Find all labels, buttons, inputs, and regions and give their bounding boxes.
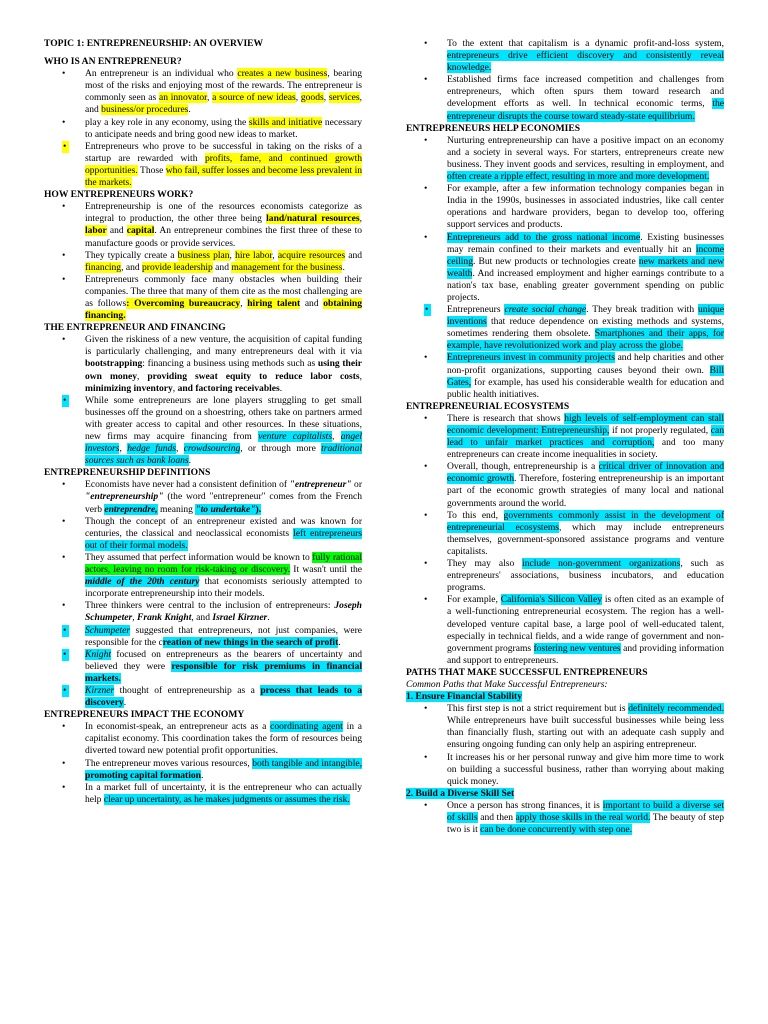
list-item: • Entrepreneurs who prove to be successful in taking on the risks of a startup are rewarded with profits, fame, and continued growth opportunities. Those who fail, suffer losses and become less prevalent in the markets. <box>44 141 362 189</box>
document-title: TOPIC 1: ENTREPRENEURSHIP: AN OVERVIEW <box>44 38 264 49</box>
list-item: • Overall, though, entrepreneurship is a critical driver of innovation and economic growth. Therefore, fostering entrepreneurship is an important part of the economic growth strategies of many local and national governments around the world. <box>406 461 724 509</box>
list-how <box>44 201 362 322</box>
list-who <box>44 68 362 189</box>
list-path-2 <box>406 800 724 836</box>
list-item: • An entrepreneur is an individual who creates a new business, bearing most of the risks and enjoying most of the rewards. The entrepreneur is commonly seen as an innovator, a source of new ideas, goods, services, and business/or procedures. <box>44 68 362 116</box>
list-item: • Entrepreneurship is one of the resources economists categorize as integral to production, the other three being land/natural resources, labor and capital. An entrepreneur combines the first three of these to manufacture goods or provide services. <box>44 201 362 249</box>
list-item: • For example, after a few information technology companies began in India in the 1990s, businesses in associated industries, like call center operations and hardware providers, began to develop too, offering support services and products. <box>406 183 724 231</box>
list-item: • Entrepreneurs create social change. They break tradition with unique inventions that reduce dependence on existing methods and systems, sometimes rendering them obsolete. Smartphones and their apps, for example, have revolutionized work and play across the globe. <box>406 304 724 352</box>
path-2-title: 2. Build a Diverse Skill Set <box>406 787 515 799</box>
list-item: • While some entrepreneurs are lone players struggling to get small businesses off the ground on a shoestring, others take on partners armed with greater access to capital and other resources. In these situations, new firms may acquire financing from venture capitalists, angel investors, hedge funds, crowdsourcing, or through more traditional sources such as bank loans. <box>44 395 362 468</box>
heading-how: HOW ENTREPRENEURS WORK? <box>44 189 194 201</box>
list-item: • Entrepreneurs commonly face many obstacles when building their companies. The three that many of them cite as the most challenging are as follows: Overcoming bureaucracy, hiring talent and obtaining financing. <box>44 274 362 322</box>
right-column <box>406 38 724 836</box>
list-item: • For example, California's Silicon Valley is often cited as an example of a well-functioning entrepreneurial ecosystem. The region has a well-developed venture capital base, a large pool of well-educated talent, especially in technical fields, and a wide range of government and non-government programs fostering new ventures and providing information and support to entrepreneurs. <box>406 594 724 667</box>
list-item: • There is research that shows high levels of self-employment can stall economic development: Entrepreneurship, if not properly regulated, can lead to unfair market practices and corruption, and too many entrepreneurs can create income inequalities in society. <box>406 413 724 461</box>
list-item: • The entrepreneur moves various resources, both tangible and intangible, promoting capital formation. <box>44 758 362 782</box>
list-item: • Though the concept of an entrepreneur existed and was known for centuries, the classical and neoclassical economists left entrepreneurs out of their formal models. <box>44 516 362 552</box>
list-item: • Knight focused on entrepreneurs as the bearers of uncertainty and believed they were responsible for risk premiums in financial markets. <box>44 649 362 685</box>
list-help <box>406 135 724 401</box>
heading-financing: THE ENTREPRENEUR AND FINANCING <box>44 322 226 334</box>
path-1-title: 1. Ensure Financial Stability <box>406 691 522 703</box>
list-item: • Three thinkers were central to the inclusion of entrepreneurs: Joseph Schumpeter, Frank Knight, and Israel Kirzner. <box>44 600 362 624</box>
list-item: • They typically create a business plan, hire labor, acquire resources and financing, and provide leadership and management for the business. <box>44 250 362 274</box>
list-item: • This first step is not a strict requirement but is definitely recommended. While entrepreneurs have built successful businesses while being less than financially flush, starting out with an adequate cash supply and ensuring ongoing funding can only help an aspiring entrepreneur. <box>406 703 724 751</box>
paths-subtitle: Common Paths that Make Successful Entrepreneurs: <box>406 678 608 690</box>
list-ecosystems <box>406 413 724 667</box>
list-item: • Schumpeter suggested that entrepreneurs, not just companies, were responsible for the creation of new things in the search of profit. <box>44 625 362 649</box>
list-item: • To the extent that capitalism is a dynamic profit-and-loss system, entrepreneurs drive efficient discovery and consistently reveal knowledge. <box>406 38 724 74</box>
list-item: • Entrepreneurs invest in community projects and help charities and other non-profit organizations, supporting causes beyond their own. Bill Gates, for example, has used his considerable wealth for education and public health initiatives. <box>406 352 724 400</box>
list-financing <box>44 334 362 467</box>
list-item: • Economists have never had a consistent definition of "entrepreneur" or "entrepreneurship" (the word "entrepreneur" comes from the French verb entreprendre, meaning "to undertake"). <box>44 479 362 515</box>
list-item: • In a market full of uncertainty, it is the entrepreneur who can actually help clear up uncertainty, as he makes judgments or assumes the risk. <box>44 782 362 806</box>
list-item: • It increases his or her personal runway and give him more time to work on building a successful business, rather than worrying about making quick money. <box>406 752 724 788</box>
list-item: • Kirzner thought of entrepreneurship as a process that leads to a discovery. <box>44 685 362 709</box>
list-item: • Nurturing entrepreneurship can have a positive impact on an economy and a society in several ways. For starters, entrepreneurs create new business. They invent goods and services, resulting in employment, and often create a ripple effect, resulting in more and more development. <box>406 135 724 183</box>
list-item: • Entrepreneurs add to the gross national income. Existing businesses may remain confined to their markets and eventually hit an income ceiling. But new products or technologies create new markets and new wealth. And increased employment and higher earnings contribute to a nation's tax base, enabling greater government spending on public projects. <box>406 232 724 305</box>
heading-definitions: ENTREPRENEURSHIP DEFINITIONS <box>44 467 211 479</box>
heading-help: ENTREPRENEURS HELP ECONOMIES <box>406 122 580 134</box>
list-item: • To this end, governments commonly assist in the development of entrepreneurial ecosystems, which may include entrepreneurs themselves, government-sponsored assistance programs and venture capitalists. <box>406 510 724 558</box>
list-path-1 <box>406 703 724 788</box>
heading-paths: PATHS THAT MAKE SUCCESSFUL ENTREPRENEURS <box>406 666 648 678</box>
list-item: • Once a person has strong finances, it is important to build a diverse set of skills and then apply those skills in the real world. The beauty of step two is it can be done concurrently with step one. <box>406 800 724 836</box>
list-item: • In economist-speak, an entrepreneur acts as a coordinating agent in a capitalist economy. This coordination takes the form of resources being diverted toward new potential profit opportunities. <box>44 721 362 757</box>
list-impact <box>44 721 362 806</box>
heading-impact: ENTREPRENEURS IMPACT THE ECONOMY <box>44 709 245 721</box>
list-item: • Established firms face increased competition and challenges from entrepreneurs, which often spurs them toward research and development efforts as well. In technical economic terms, the entrepreneur disrupts the course toward steady-state equilibrium. <box>406 74 724 122</box>
list-item: • They may also include non-government organizations, such as entrepreneurs' associations, business incubators, and education programs. <box>406 558 724 594</box>
list-item: • play a key role in any economy, using the skills and initiative necessary to anticipate needs and bring good new ideas to market. <box>44 117 362 141</box>
heading-ecosystems: ENTREPRENEURIAL ECOSYSTEMS <box>406 400 570 412</box>
heading-who: WHO IS AN ENTREPRENEUR? <box>44 56 182 68</box>
list-item: • They assumed that perfect information would be known to fully rational actors, leaving no room for risk-taking or discovery. It wasn't until the middle of the 20th century that economists seriously attempted to incorporate entrepreneurship into their models. <box>44 552 362 600</box>
list-definitions <box>44 479 362 709</box>
list-continued <box>406 38 724 123</box>
list-item: • Given the riskiness of a new venture, the acquisition of capital funding is particularly challenging, and many entrepreneurs deal with it via bootstrapping: financing a business using methods such as using their own money, providing sweat equity to reduce labor costs, minimizing inventory, and factoring receivables. <box>44 334 362 394</box>
left-column <box>44 38 362 806</box>
